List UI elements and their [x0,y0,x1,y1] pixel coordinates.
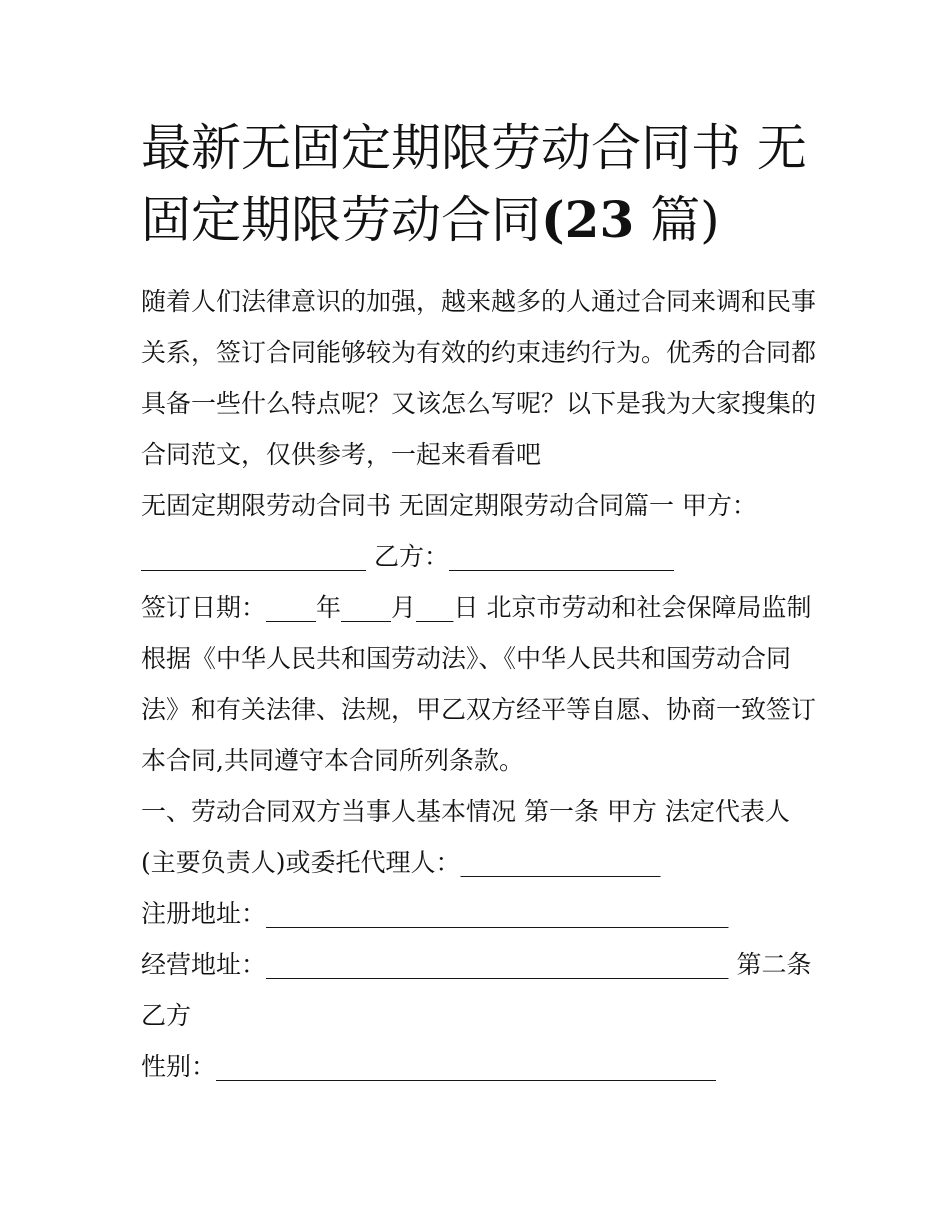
text-line: 签订日期：____年____月___日 北京市劳动和社会保障局监制 [141,593,812,622]
title-count: (23 [541,190,635,249]
text-line: 性别：________________________________________ [141,1052,717,1081]
text-line: 法》和有关法律、法规，甲乙双方经平等自愿、协商一致签订 [141,695,817,724]
text-line: 乙方 [141,1001,192,1030]
title-line-2-text: 固定期限劳动合同 [141,191,541,249]
text-line: 随着人们法律意识的加强，越来越多的人通过合同来调和民事 [141,287,817,316]
text-line: 一、劳动合同双方当事人基本情况 第一条 甲方 法定代表人 [141,797,790,826]
text-line: 本合同,共同遵守本合同所列条款。 [141,746,524,775]
title-line-1: 最新无固定期限劳动合同书 无 [141,119,807,177]
text-line: __________________ 乙方：__________________ [141,542,674,571]
document-body [141,276,821,1092]
text-line: (主要负责人)或委托代理人：________________ [141,848,661,877]
text-line: 根据《中华人民共和国劳动法》、《中华人民共和国劳动合同 [141,644,792,673]
text-line: 具备一些什么特点呢？又该怎么写呢？以下是我为大家搜集的 [141,389,817,418]
title-line-2 [141,184,821,256]
title-line-2-tail: 篇) [650,191,720,249]
text-line: 经营地址：_____________________________________ 第二条 [141,950,812,979]
text-line: 关系，签订合同能够较为有效的约束违约行为。优秀的合同都 [141,338,817,367]
document-title [141,112,821,256]
text-line: 无固定期限劳动合同书 无固定期限劳动合同篇一 甲方： [141,491,757,520]
text-line: 合同范文，仅供参考，一起来看看吧 [141,440,542,469]
text-line: 注册地址：_____________________________________ [141,899,729,928]
